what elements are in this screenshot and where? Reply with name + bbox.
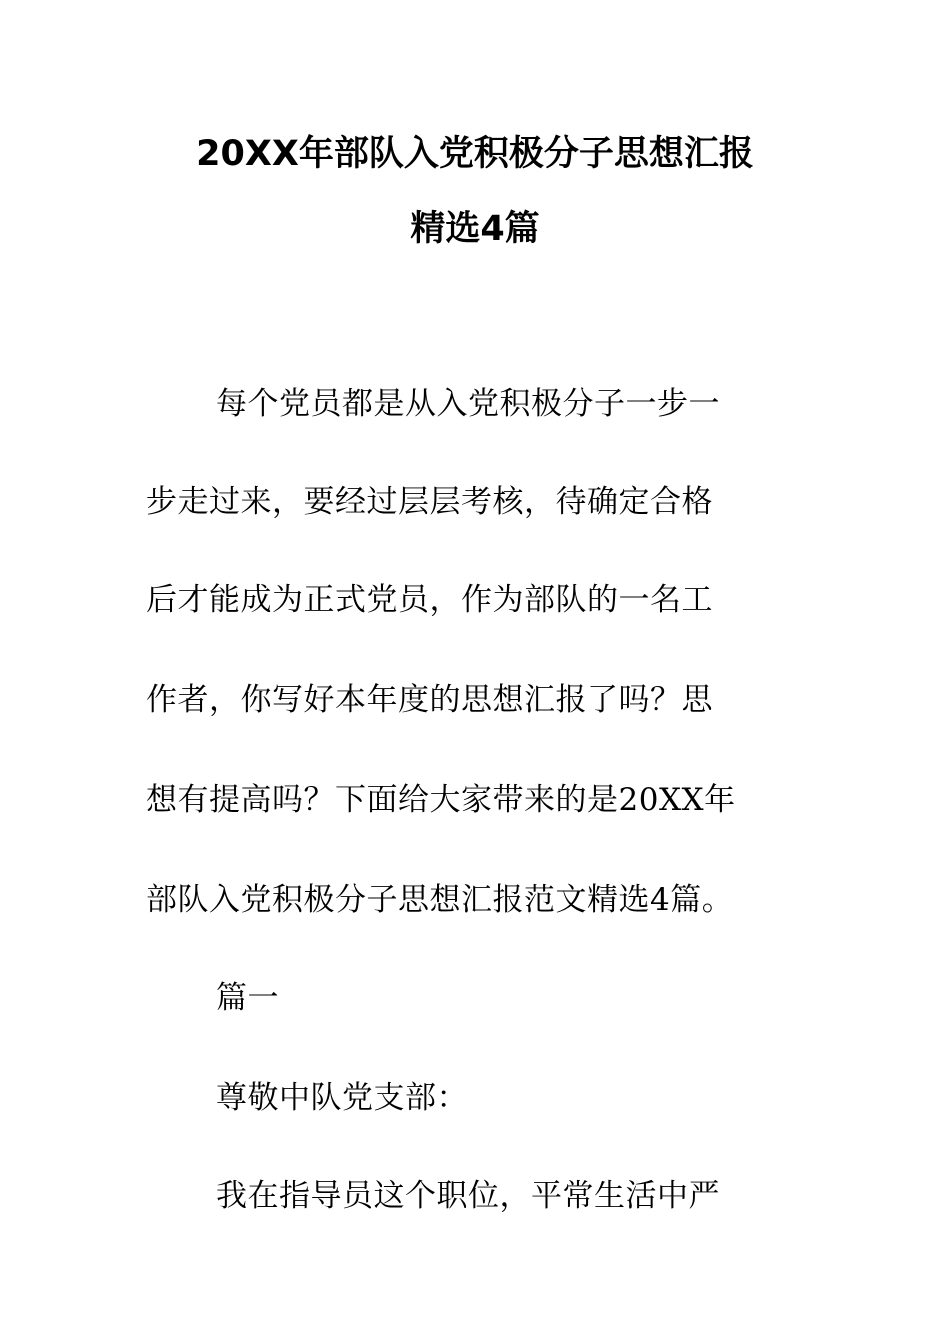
paragraph-line: 想有提高吗？下面给大家带来的是20XX年 [146,782,736,818]
paragraph-line: 部队入党积极分子思想汇报范文精选4篇。 [146,882,734,918]
paragraph-line: 步走过来，要经过层层考核，待确定合格 [146,484,713,520]
paragraph-line: 后才能成为正式党员，作为部队的一名工 [146,582,713,618]
section-heading: 篇一 [216,980,279,1016]
document-title-line-1: 20XX年部队入党积极分子思想汇报 [196,134,754,174]
paragraph-line: 每个党员都是从入党积极分子一步一 [216,386,720,422]
document-title-line-2: 精选4篇 [410,209,540,249]
paragraph-line: 我在指导员这个职位，平常生活中严 [216,1178,720,1214]
salutation-line: 尊敬中队党支部： [216,1080,468,1116]
paragraph-line: 作者，你写好本年度的思想汇报了吗？思 [146,682,713,718]
